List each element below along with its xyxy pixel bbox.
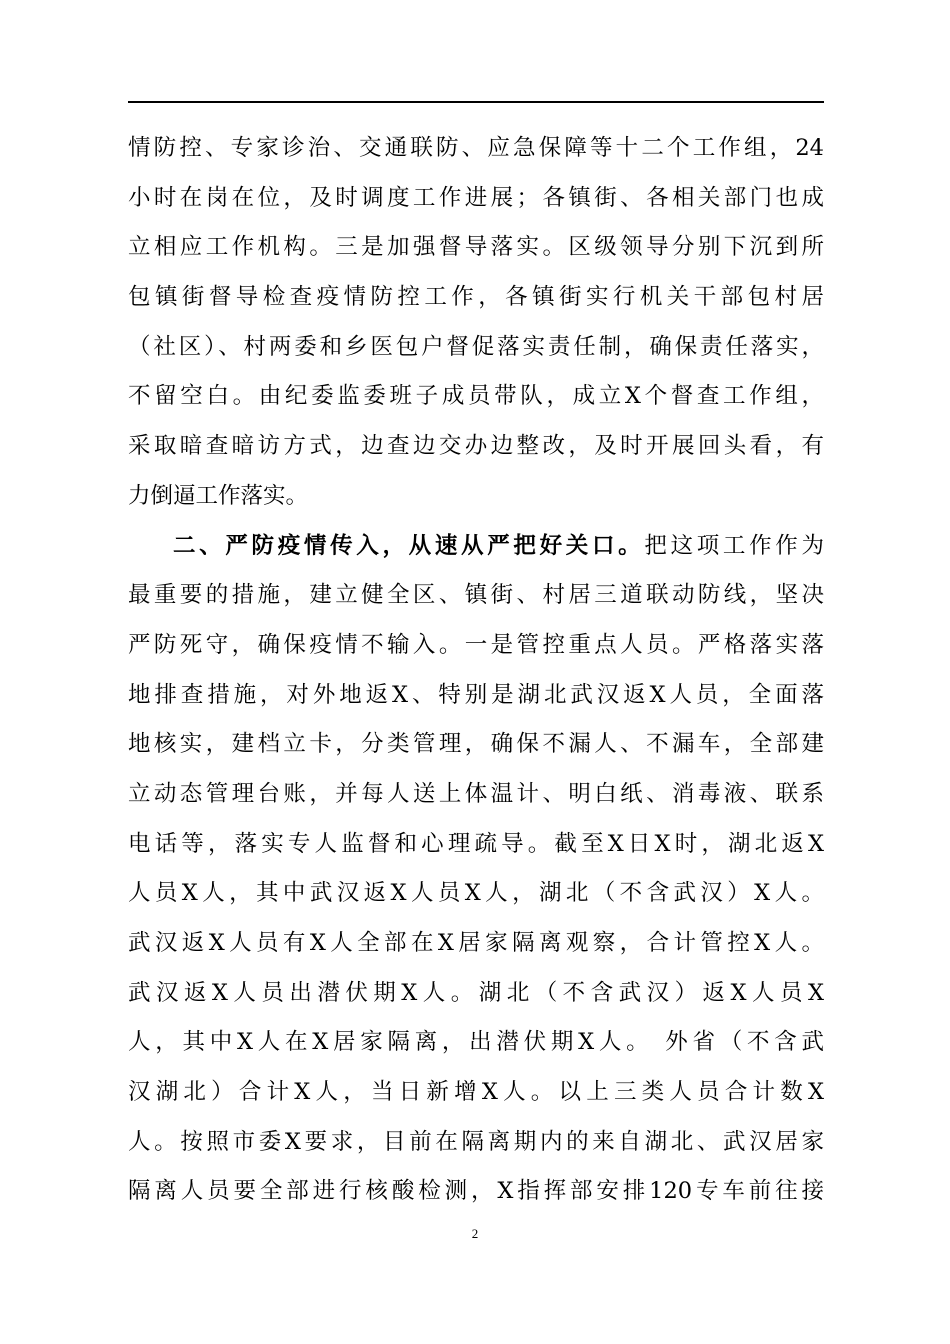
text-line: 人。按照市委X要求，目前在隔离期内的来自湖北、武汉居家 bbox=[128, 1128, 824, 1155]
paragraph-2-first-line bbox=[128, 522, 824, 572]
text-line: 情防控、专家诊治、交通联防、应急保障等十二个工作组，24 bbox=[128, 135, 824, 161]
header-rule bbox=[128, 101, 824, 103]
text-line: 小时在岗在位，及时调度工作进展；各镇街、各相关部门也成 bbox=[128, 184, 824, 211]
text-line: 严防死守，确保疫情不输入。一是管控重点人员。严格落实落 bbox=[128, 631, 824, 658]
body-text bbox=[128, 124, 824, 1217]
text-line: 人员X人，其中武汉返X人员X人，湖北（不含武汉）X人。 bbox=[128, 880, 824, 907]
text-line: 汉湖北）合计X人，当日新增X人。以上三类人员合计数X bbox=[128, 1079, 824, 1106]
text-line: 立相应工作机构。三是加强督导落实。区级领导分别下沉到所 bbox=[128, 234, 824, 261]
paragraph-2 bbox=[128, 522, 824, 1218]
text-line: 力倒逼工作落实。 bbox=[128, 482, 309, 509]
text-line: 采取暗查暗访方式，边查边交办边整改，及时开展回头看，有 bbox=[128, 433, 824, 460]
text-line: 电话等，落实专人监督和心理疏导。截至X日X时，湖北返X bbox=[128, 830, 824, 857]
text-line: （社区）、村两委和乡医包户督促落实责任制，确保责任落实， bbox=[128, 333, 824, 360]
text-line: 武汉返X人员有X人全部在X居家隔离观察，合计管控X人。 bbox=[128, 930, 824, 956]
text-line: 地排查措施，对外地返X、特别是湖北武汉返X人员，全面落 bbox=[128, 681, 824, 708]
text-line: 武汉返X人员出潜伏期X人。湖北（不含武汉）返X人员X bbox=[128, 979, 824, 1006]
text-line: 隔离人员要全部进行核酸检测，X指挥部安排120专车前往接 bbox=[128, 1178, 824, 1205]
text-line: 不留空白。由纪委监委班子成员带队，成立X个督查工作组， bbox=[128, 383, 824, 410]
text-line: 地核实，建档立卡，分类管理，确保不漏人、不漏车，全部建 bbox=[128, 731, 824, 758]
page-number: 2 bbox=[471, 1226, 479, 1241]
text-line: 立动态管理台账，并每人送上体温计、明白纸、消毒液、联系 bbox=[128, 780, 824, 807]
section-heading: 二、严防疫情传入，从速从严把好关口。 bbox=[173, 532, 645, 559]
paragraph-1 bbox=[128, 124, 824, 522]
heading-continuation: 把这项工作作为 bbox=[644, 532, 824, 559]
text-line: 包镇街督导检查疫情防控工作，各镇街实行机关干部包村居 bbox=[128, 284, 824, 311]
text-line: 最重要的措施，建立健全区、镇街、村居三道联动防线，坚决 bbox=[128, 582, 824, 609]
text-line: 人，其中X人在X居家隔离，出潜伏期X人。 外省（不含武 bbox=[128, 1029, 824, 1056]
